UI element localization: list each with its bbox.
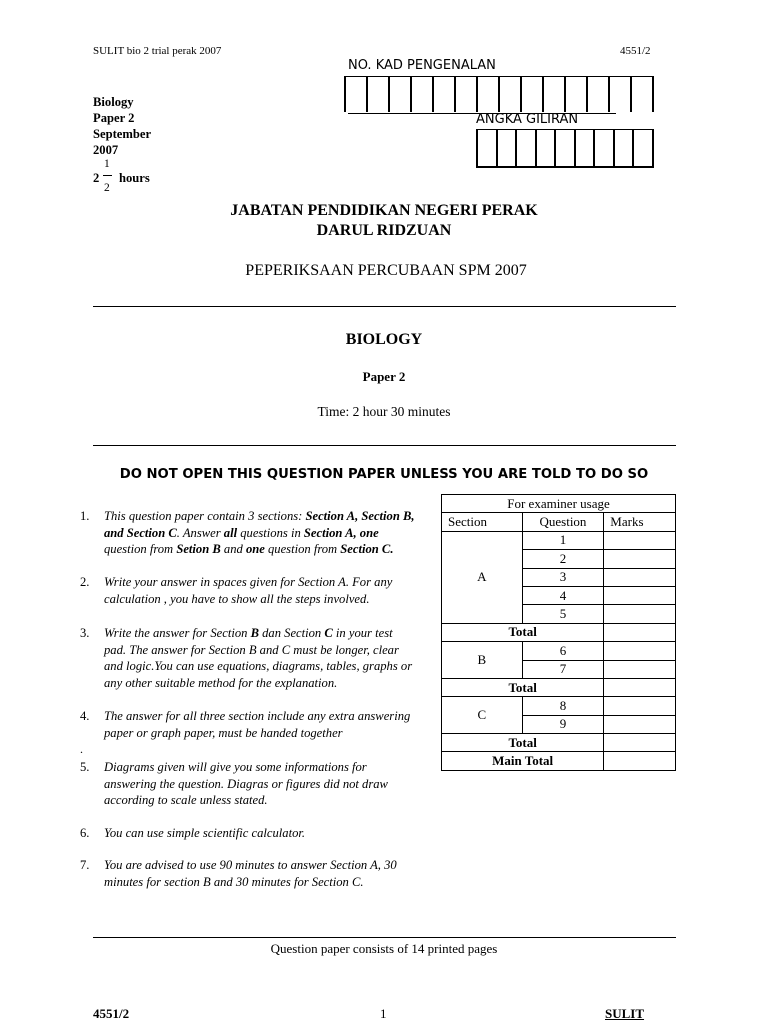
marks-cell[interactable] [604,568,676,586]
title-block [0,201,768,241]
header-section: Section [442,513,523,531]
marks-cell[interactable] [604,605,676,623]
warning-text: DO NOT OPEN THIS QUESTION PAPER UNLESS YOU ARE TOLD TO DO SO [119,467,649,482]
stray-dot: . [80,742,83,756]
question-cell: 9 [522,715,604,733]
divider-2 [93,445,676,446]
section-c: C [442,697,523,734]
question-cell: 3 [522,568,604,586]
instruction-number: 4. [80,709,90,723]
text-span: Setion B [176,542,221,556]
total-c: Total [442,734,604,752]
total-b: Total [442,678,604,696]
paper-meta [93,94,151,158]
text-span: B [250,626,259,640]
meta-paper: Paper 2 [93,111,135,125]
header-marks: Marks [604,513,676,531]
header-question: Question [522,513,604,531]
instruction-number: 5. [80,760,90,774]
marks-cell[interactable] [604,550,676,568]
footer-sulit: SULIT [605,1006,645,1021]
duration-numerator: 1 [104,158,110,170]
total-a: Total [442,623,604,641]
text-span: all [223,525,238,540]
instruction-line: paper or graph paper, must be handed together [104,725,343,740]
instruction-number: 2. [80,575,90,589]
question-cell: 6 [522,642,604,660]
text-span: one [245,542,265,556]
main-total: Main Total [442,752,604,770]
instruction-number: 1. [80,509,90,523]
text-span: questions in [237,525,304,540]
table-caption: For examiner usage [442,495,676,513]
instruction-line: minutes for section B and 30 minutes for Section C. [104,874,364,889]
instruction-line: Diagrams given will give you some informations for [104,760,367,774]
text-span: dan Section [258,626,325,640]
footer-code: 4551/2 [93,1006,130,1021]
instruction-line: You are advised to use 90 minutes to answer Section A, 30 [104,858,397,872]
text-span: question from [264,542,341,556]
subject-title: BIOLOGY [345,331,423,348]
marks-cell[interactable] [604,642,676,660]
instruction-line: according to scale unless stated. [104,793,268,807]
marks-cell[interactable] [604,660,676,678]
text-span: Section C. [340,542,394,556]
angka-label: ANGKA GILIRAN [476,112,579,127]
kad-boxes[interactable] [344,76,654,112]
instruction-line: Write your answer in spaces given for Section A. For any [104,575,393,589]
text-span: This question paper contain 3 sections: [104,509,306,523]
duration-unit: hours [119,171,150,185]
marks-cell[interactable] [604,734,676,752]
header-note: SULIT bio 2 trial perak 2007 [93,45,222,57]
divider-1 [93,306,676,307]
meta-month: September [93,127,152,141]
instruction-number: 6. [80,826,90,840]
paper-number: Paper 2 [362,369,406,384]
meta-year: 2007 [93,143,119,157]
duration [93,158,173,198]
marks-cell[interactable] [604,678,676,696]
instruction-line: pad. The answer for Section B and C must be longer, clear [104,642,399,657]
text-span: and Section C [104,525,177,540]
question-cell: 1 [522,531,604,549]
text-span: question from [104,542,177,556]
angka-boxes[interactable] [476,129,654,168]
instruction-line: and logic.You can use equations, diagrams, tables, graphs or [104,659,413,673]
header-code: 4551/2 [620,45,651,57]
instruction-number: 7. [80,858,90,872]
text-span: . Answer [176,525,224,540]
question-cell: 7 [522,660,604,678]
marks-cell[interactable] [604,623,676,641]
meta-subject: Biology [93,95,134,109]
marks-cell[interactable] [604,586,676,604]
marks-cell[interactable] [604,697,676,715]
marks-cell[interactable] [604,752,676,770]
instruction-number: 3. [80,626,90,640]
instruction-line: any other suitable method for the explanation. [104,675,338,690]
question-cell: 2 [522,550,604,568]
kad-label: NO. KAD PENGENALAN [348,58,496,73]
text-span: in your test [332,626,393,640]
examiner-table [441,494,676,771]
instruction-line: The answer for all three section include any extra answering [104,709,411,723]
marks-cell[interactable] [604,531,676,549]
text-span: Section A, Section B, [305,509,415,523]
question-cell: 8 [522,697,604,715]
instruction-line: calculation , you have to show all the steps involved. [104,591,370,606]
fraction-bar [103,175,112,176]
text-span: Write the answer for Section [104,626,251,640]
page-number: 1 [380,1006,387,1021]
text-span: C [324,626,333,640]
title-line1: JABATAN PENDIDIKAN NEGERI PERAK [230,202,538,219]
text-span: and [220,542,246,556]
text-span: Section A, one [303,525,379,540]
exam-name: PEPERIKSAAN PERCUBAAN SPM 2007 [245,262,527,279]
divider-3 [93,937,676,938]
pages-note: Question paper consists of 14 printed pages [270,941,498,956]
title-line2: DARUL RIDZUAN [316,222,452,239]
section-a: A [442,531,523,623]
marks-cell[interactable] [604,715,676,733]
duration-whole: 2 [93,171,100,185]
instruction-line: You can use simple scientific calculator. [104,826,306,840]
instruction-line: answering the question. Diagras or figures did not draw [104,776,388,791]
question-cell: 5 [522,605,604,623]
section-b: B [442,642,523,679]
time-allowed: Time: 2 hour 30 minutes [317,404,451,419]
question-cell: 4 [522,586,604,604]
duration-denominator: 2 [104,182,110,194]
